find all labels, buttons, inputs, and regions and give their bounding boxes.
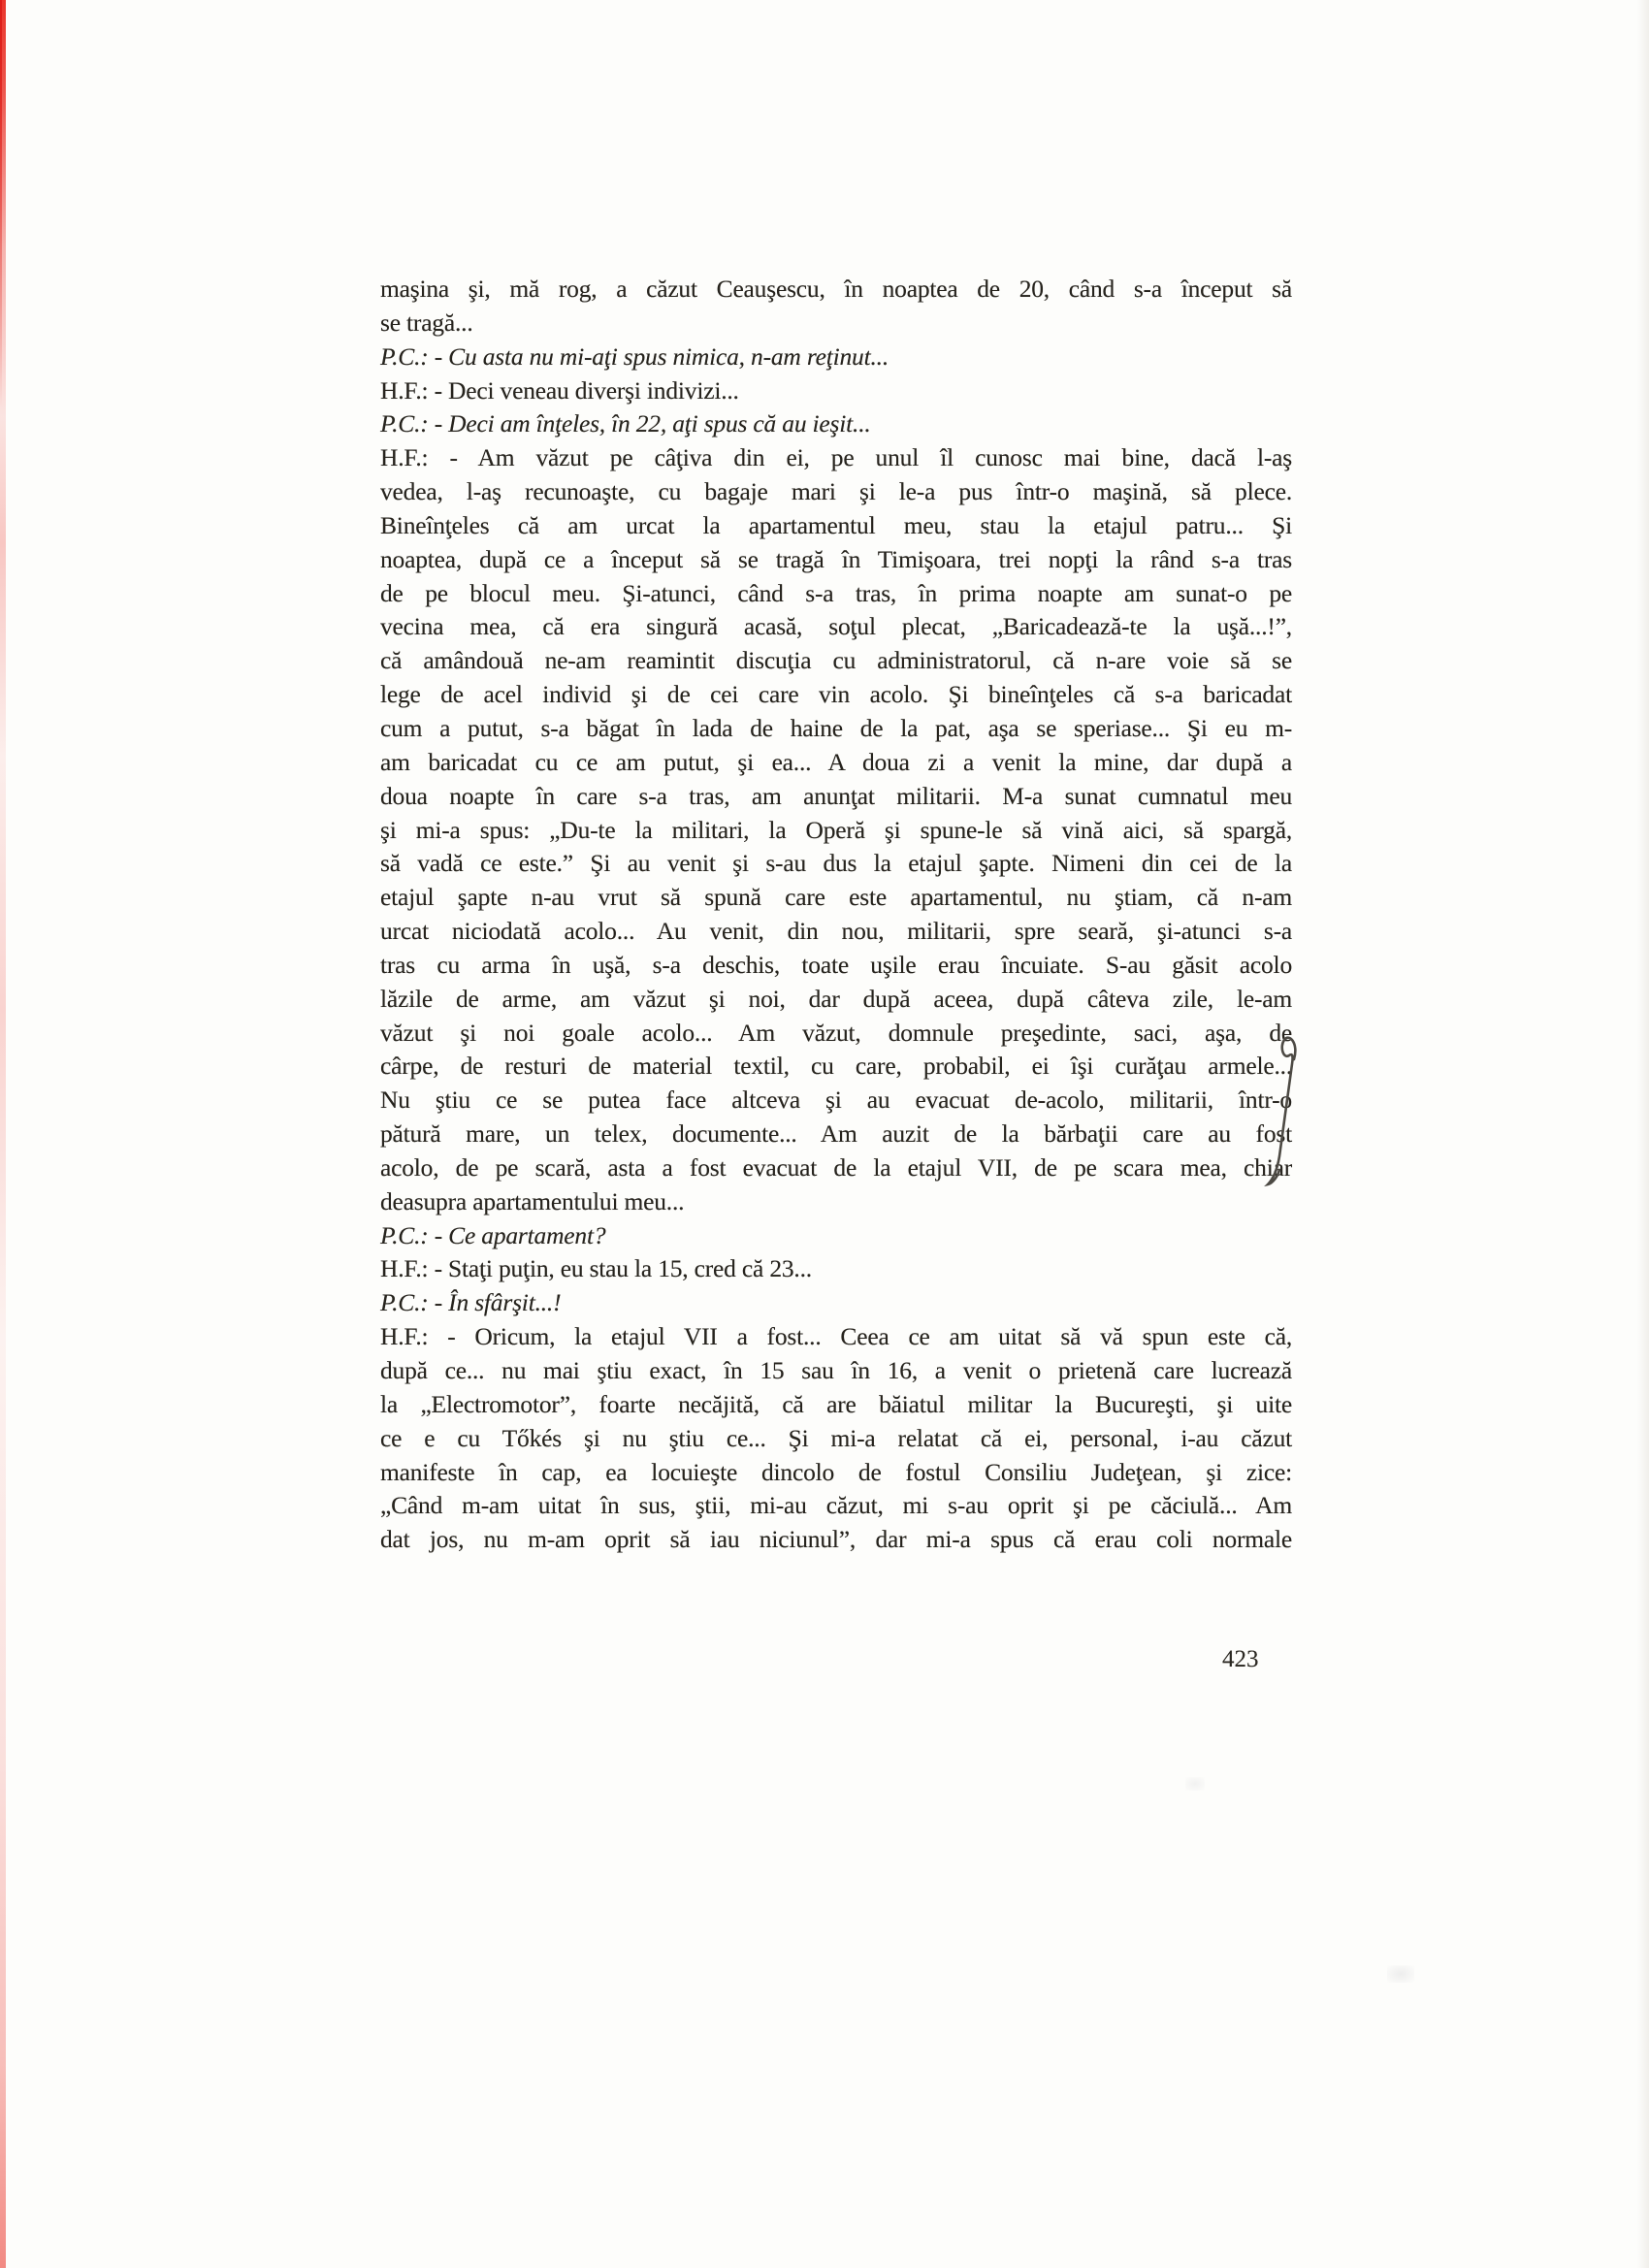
text-line: doua noapte în care s-a tras, am anunţat militarii. M-a sunat cumnatul meu: [380, 781, 1292, 810]
text-line: deasupra apartamentului meu...: [380, 1186, 685, 1215]
text-line: dat jos, nu m-am oprit să iau niciunul”, dar mi-a spus că erau coli normale: [380, 1525, 1292, 1554]
page-number: 423: [1222, 1646, 1259, 1672]
text-line: că amândouă ne-am reamintit discuţia cu administratorul, că n-are voie să se: [380, 646, 1292, 675]
text-line: am baricadat cu ce am putut, şi ea... A doua zi a venit la mine, dar după a: [380, 747, 1292, 776]
text-line: P.C.: - Deci am înţeles, în 22, aţi spus că au ieşit...: [380, 409, 871, 438]
text-line: tras cu arma în uşă, s-a deschis, toate uşile erau încuiate. S-au găsit acolo: [380, 950, 1292, 979]
scan-smudge: [1387, 1965, 1414, 1983]
text-line: „Când m-am uitat în sus, ştii, mi-au căzut, mi s-au oprit şi pe căciulă... Am: [380, 1491, 1292, 1520]
page-text: [380, 273, 1292, 1557]
text-line: de pe blocul meu. Şi-atunci, când s-a tras, în prima noapte am sunat-o pe: [380, 578, 1292, 607]
scan-smudge: [1185, 1777, 1205, 1791]
text-line: P.C.: - În sfârşit...!: [380, 1288, 562, 1317]
text-line: noaptea, după ce a început să se tragă în Timişoara, trei nopţi la rând s-a tras: [380, 544, 1292, 573]
text-line: şi mi-a spus: „Du-te la militari, la Operă şi spune-le să vină aici, să spargă,: [380, 815, 1292, 844]
text-line: ce e cu Tőkés şi nu ştiu ce... Şi mi-a relatat că ei, personal, i-au căzut: [380, 1423, 1292, 1452]
scan-edge-red-strip-core: [0, 0, 2, 407]
text-line: Bineînţeles că am urcat la apartamentul meu, stau la etajul patru... Şi: [380, 510, 1292, 539]
pen-mark: [1259, 1030, 1308, 1197]
text-line: H.F.: - Oricum, la etajul VII a fost... Ceea ce am uitat să vă spun este că,: [380, 1322, 1292, 1351]
text-line: H.F.: - Staţi puţin, eu stau la 15, cred că 23...: [380, 1254, 812, 1283]
text-line: la „Electromotor”, foarte necăjită, că are băiatul militar la Bucureşti, şi uite: [380, 1389, 1292, 1418]
text-line: pătură mare, un telex, documente... Am auzit de la bărbaţii care au fost: [380, 1119, 1292, 1149]
text-line: se tragă...: [380, 308, 473, 337]
text-line: lege de acel individ şi de cei care vin acolo. Şi bineînţeles că s-a baricadat: [380, 680, 1292, 709]
text-line: vedea, l-aş recunoaşte, cu bagaje mari şi le-a pus într-o maşină, să plece.: [380, 477, 1292, 506]
text-line: cum a putut, s-a băgat în lada de haine de la pat, aşa se speriase... Şi eu m-: [380, 713, 1292, 742]
text-line: Nu ştiu ce se putea face altceva şi au evacuat de-acolo, militarii, într-o: [380, 1085, 1292, 1115]
text-line: să vadă ce este.” Şi au venit şi s-au dus la etajul şapte. Nimeni din cei de la: [380, 849, 1292, 878]
text-line: P.C.: - Cu asta nu mi-aţi spus nimica, n-am reţinut...: [380, 341, 889, 371]
text-line: manifeste în cap, ea locuieşte dincolo de fostul Consiliu Judeţean, şi zice:: [380, 1457, 1292, 1486]
paper-right-edge-shadow: [1637, 0, 1649, 2268]
text-line: H.F.: - Deci veneau diverşi indivizi...: [380, 375, 739, 405]
text-line: văzut şi noi goale acolo... Am văzut, domnule preşedinte, saci, aşa, de: [380, 1018, 1292, 1047]
text-line: cârpe, de resturi de material textil, cu care, probabil, ei îşi curăţau armele...: [380, 1052, 1292, 1081]
text-line: după ce... nu mai ştiu exact, în 15 sau în 16, a venit o prietenă care lucrează: [380, 1356, 1292, 1384]
text-line: etajul şapte n-au vrut să spună care este apartamentul, nu ştiam, că n-am: [380, 883, 1292, 912]
text-line: maşina şi, mă rog, a căzut Ceauşescu, în noaptea de 20, când s-a început să: [380, 275, 1292, 303]
text-line: vecina mea, că era singură acasă, soţul plecat, „Baricadează-te la uşă...!”,: [380, 612, 1292, 641]
text-line: P.C.: - Ce apartament?: [380, 1220, 606, 1249]
text-line: urcat niciodată acolo... Au venit, din nou, militarii, spre seară, şi-atunci s-a: [380, 917, 1292, 946]
text-line: H.F.: - Am văzut pe câţiva din ei, pe unul îl cunosc mai bine, dacă l-aş: [380, 443, 1292, 472]
text-line: lăzile de arme, am văzut şi noi, dar după aceea, după câteva zile, le-am: [380, 984, 1292, 1013]
text-line: acolo, de pe scară, asta a fost evacuat de la etajul VII, de pe scara mea, chiar: [380, 1152, 1292, 1182]
